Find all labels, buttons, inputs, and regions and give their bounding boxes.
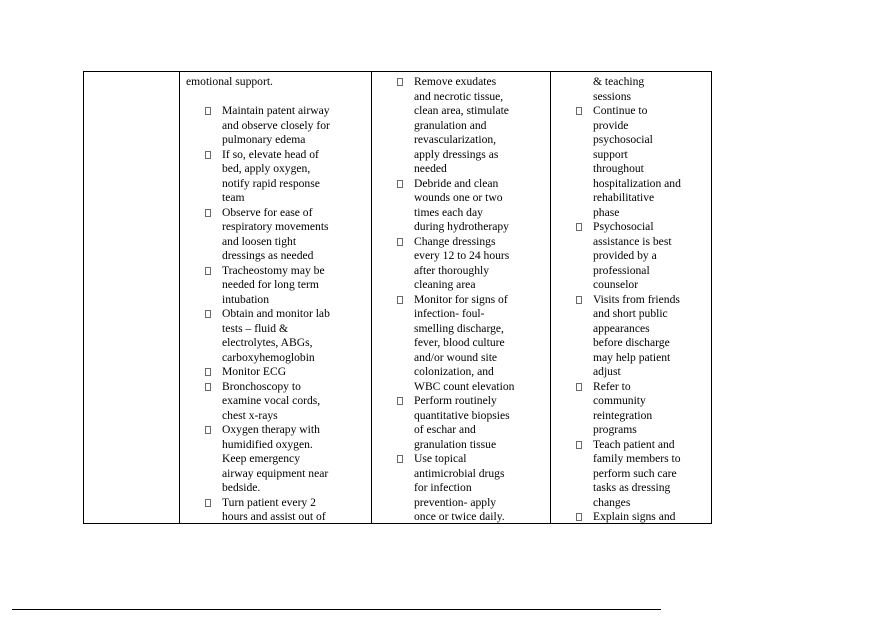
continued-text: & teaching sessions bbox=[593, 75, 645, 103]
bullet-box-icon bbox=[205, 151, 211, 159]
bullet-box-icon bbox=[397, 78, 403, 86]
list-item: Use topical antimicrobial drugs for infection prevention- apply once or twice daily. bbox=[372, 452, 514, 523]
bullet-box-icon bbox=[576, 296, 582, 304]
care-plan-table bbox=[83, 71, 712, 524]
list-item: Psychosocial assistance is best provided by a professional counselor bbox=[551, 220, 681, 293]
list-item: Observe for ease of respiratory movements and loosen tight dressings as needed bbox=[180, 206, 330, 264]
list-item: Change dressings every 12 to 24 hours after thoroughly cleaning area bbox=[372, 235, 514, 293]
list-item: Refer to community reintegration programs bbox=[551, 380, 681, 438]
bullet-list bbox=[372, 75, 514, 523]
bullet-list bbox=[551, 104, 681, 523]
list-item: Visits from friends and short public appearances before discharge may help patient adjust bbox=[551, 293, 681, 380]
continued-text: emotional support. bbox=[186, 75, 273, 88]
list-item: Remove exudates and necrotic tissue, clean area, stimulate granulation and revascularization, apply dressings as needed bbox=[372, 75, 514, 177]
bullet-box-icon bbox=[397, 296, 403, 304]
list-item: Obtain and monitor lab tests – fluid & electrolytes, ABGs, carboxyhemoglobin bbox=[180, 307, 330, 365]
bullet-box-icon bbox=[205, 107, 211, 115]
footnote-separator bbox=[12, 609, 661, 610]
list-item: Monitor for signs of infection- foul- smelling discharge, fever, blood culture and/or wound site colonization, and WBC count elevation bbox=[372, 293, 514, 395]
list-item: Monitor ECG bbox=[180, 365, 330, 380]
list-item: Perform routinely quantitative biopsies of eschar and granulation tissue bbox=[372, 394, 514, 452]
table-column-wound-care bbox=[372, 72, 551, 523]
list-item: Maintain patent airway and observe closely for pulmonary edema bbox=[180, 104, 330, 148]
list-item: Continue to provide psychosocial support throughout hospitalization and rehabilitative phase bbox=[551, 104, 681, 220]
bullet-box-icon bbox=[205, 426, 211, 434]
list-item: Turn patient every 2 hours and assist out of bbox=[180, 496, 330, 524]
bullet-box-icon bbox=[397, 455, 403, 463]
table-column-airway-interventions bbox=[180, 72, 372, 523]
bullet-list bbox=[180, 104, 330, 523]
list-item: Tracheostomy may be needed for long term intubation bbox=[180, 264, 330, 308]
list-item: If so, elevate head of bed, apply oxygen, notify rapid response team bbox=[180, 148, 330, 206]
list-item: Teach patient and family members to perform such care tasks as dressing changes bbox=[551, 438, 681, 511]
list-item: Bronchoscopy to examine vocal cords, chest x-rays bbox=[180, 380, 330, 424]
bullet-box-icon bbox=[576, 513, 582, 521]
table-column-blank bbox=[84, 72, 180, 523]
bullet-box-icon bbox=[397, 397, 403, 405]
bullet-box-icon bbox=[576, 223, 582, 231]
bullet-box-icon bbox=[205, 209, 211, 217]
list-item: Explain signs and bbox=[551, 510, 681, 523]
bullet-box-icon bbox=[205, 368, 211, 376]
table-column-psychosocial bbox=[551, 72, 711, 523]
bullet-box-icon bbox=[205, 267, 211, 275]
bullet-box-icon bbox=[576, 107, 582, 115]
bullet-box-icon bbox=[576, 441, 582, 449]
list-item: Oxygen therapy with humidified oxygen. Keep emergency airway equipment near bedside. bbox=[180, 423, 330, 496]
bullet-box-icon bbox=[205, 383, 211, 391]
bullet-box-icon bbox=[205, 499, 211, 507]
bullet-box-icon bbox=[205, 310, 211, 318]
list-item: Debride and clean wounds one or two times each day during hydrotherapy bbox=[372, 177, 514, 235]
bullet-box-icon bbox=[397, 238, 403, 246]
bullet-box-icon bbox=[397, 180, 403, 188]
bullet-box-icon bbox=[576, 383, 582, 391]
